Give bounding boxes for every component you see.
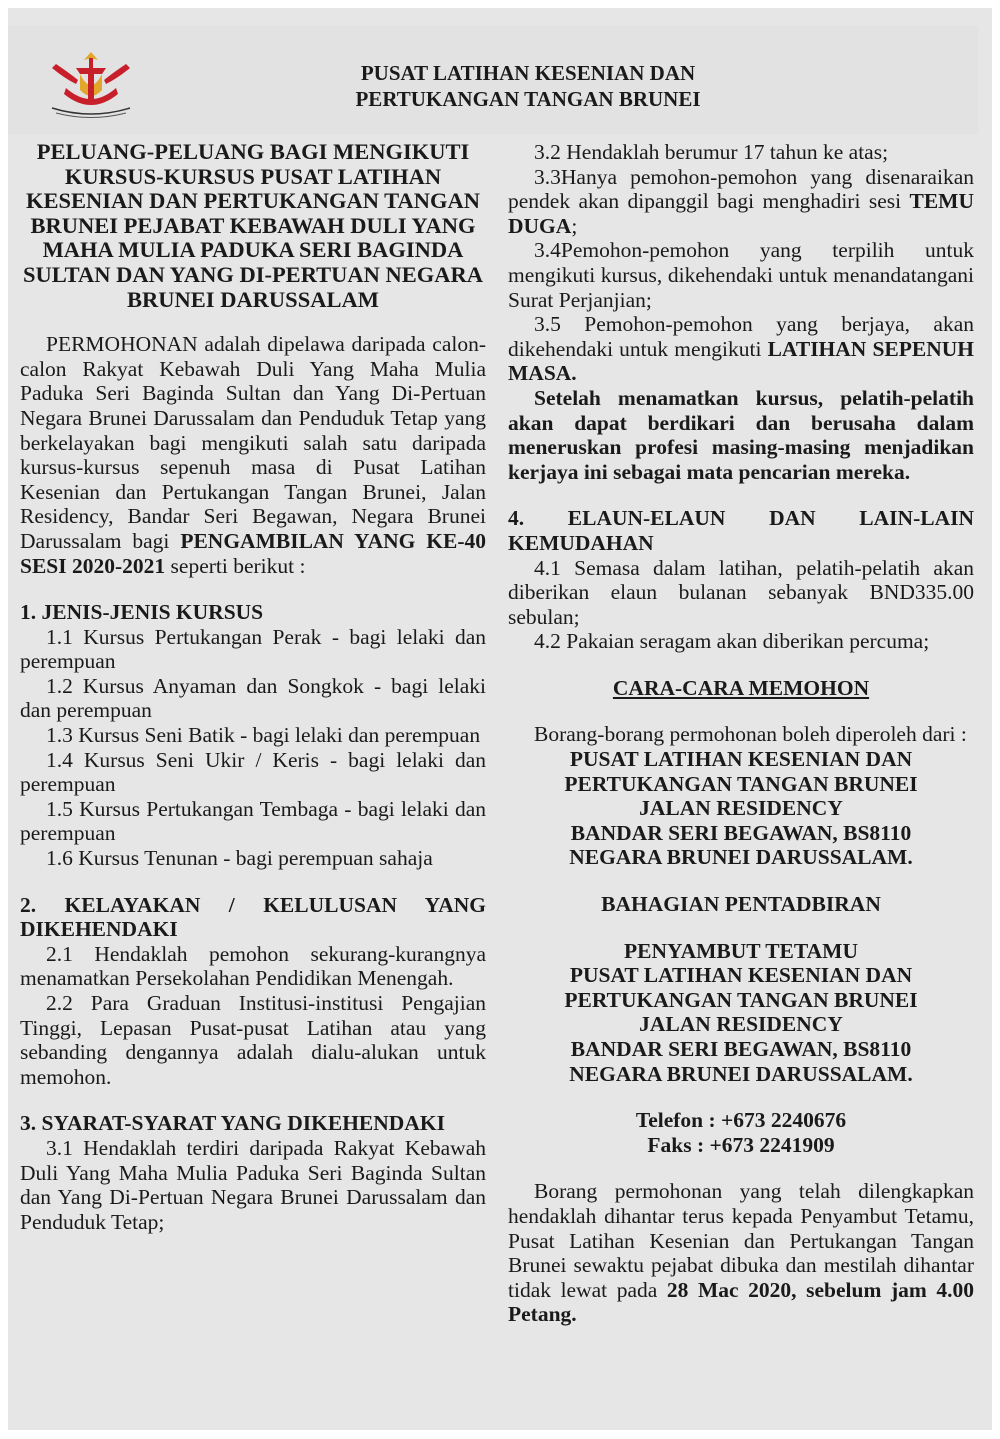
intro-paragraph	[20, 332, 486, 578]
address-line: NEGARA BRUNEI DARUSSALAM.	[569, 1061, 913, 1086]
course-item: 1.4 Kursus Seni Ukir / Keris - bagi lelaki dan perempuan	[20, 747, 486, 797]
address-line: JALAN RESIDENCY	[639, 796, 843, 821]
organisation-title	[278, 60, 778, 112]
requirement-item: 3.4Pemohon-pemohon yang terpilih untuk mengikuti kursus, dikehendaki untuk menandatangani Surat Perjanjian;	[508, 238, 974, 312]
contact-block	[508, 1108, 974, 1157]
section4-title: 4. ELAUN-ELAUN DAN LAIN-LAIN KEMUDAHAN	[508, 506, 974, 555]
address-line: BANDAR SERI BEGAWAN, BS8110	[570, 1037, 912, 1061]
section2-title: 2. KELAYAKAN / KELULUSAN YANG DIKEHENDAKI	[20, 892, 486, 942]
intro-text: PERMOHONAN adalah dipelawa daripada calon-calon Rakyat Kebawah Duli Yang Maha Mulia Paduka Seri Baginda Sultan dan Yang Di-Pertuan Negara Brunei Darussalam dan Penduduk Tetap yang berkelayakan bagi mengikuti salah satu daripada kursus-kursus sepenuh masa di Pusat Latihan Kesenian dan Pertukangan Tangan Brunei, Jalan Residency, Bandar Seri Begawan, Negara Brunei Darussalam bagi	[20, 332, 486, 553]
allowance-item: 4.1 Semasa dalam latihan, pelatih-pelatih akan diberikan elaun bulanan sebanyak BND335.00 sebulan;	[508, 555, 974, 629]
org-title-line1: PUSAT LATIHAN KESENIAN DAN	[360, 61, 696, 85]
requirement-item	[508, 312, 974, 386]
course-item: 1.6 Kursus Tenunan - bagi perempuan sahaja	[46, 846, 433, 871]
division-label: BAHAGIAN PENTADBIRAN	[601, 892, 881, 917]
section3-title: 3. SYARAT-SYARAT YANG DIKEHENDAKI	[20, 1111, 445, 1136]
closing-statement: Setelah menamatkan kursus, pelatih-pelatih akan dapat berdikari dan berusaha dalam meneruskan profesi masing-masing menjadikan kerjaya ini sebagai mata pencarian mereka.	[508, 385, 974, 484]
intro-tail: seperti berikut :	[170, 553, 306, 578]
apply-title: CARA-CARA MEMOHON	[612, 675, 870, 700]
course-item: 1.3 Kursus Seni Batik - bagi lelaki dan perempuan	[46, 723, 481, 748]
allowance-item: 4.2 Pakaian seragam akan diberikan percuma;	[534, 629, 930, 654]
qualification-item: 2.2 Para Graduan Institusi-institusi Pengajian Tinggi, Lepasan Pusat-pusat Latihan atau yang sebanding dengannya adalah dialu-alukan untuk memohon.	[20, 991, 486, 1089]
address-line: BANDAR SERI BEGAWAN, BS8110	[570, 820, 912, 845]
submission-text: Borang permohonan yang telah dilengkapkan hendaklah dihantar terus kepada Penyambut Tetamu, Pusat Latihan Kesenian dan Pertukangan Tangan Brunei sewaktu pejabat dibuka dan mestilah dihantar tidak lewat pada	[508, 1179, 974, 1302]
requirement-item	[508, 165, 974, 239]
submission-note	[508, 1179, 974, 1327]
requirement-3-tail: ;	[571, 213, 578, 238]
requirement-5-bold: LATIHAN SEPENUH MASA.	[508, 336, 974, 386]
address-line: JALAN RESIDENCY	[639, 1012, 843, 1037]
brunei-crest-icon	[46, 50, 136, 122]
submission-deadline: 28 Mac 2020, sebelum jam 4.00 Petang.	[508, 1277, 975, 1327]
fax-number: Faks : +673 2241909	[647, 1132, 835, 1157]
right-column	[508, 140, 974, 1327]
qualification-item: 2.1 Hendaklah pemohon sekurang-kurangnya menamatkan Persekolahan Pendidikan Menengah.	[20, 941, 486, 991]
section1-title: 1. JENIS-JENIS KURSUS	[20, 600, 264, 625]
course-item: 1.2 Kursus Anyaman dan Songkok - bagi lelaki dan perempuan	[20, 673, 486, 723]
address-line: PERTUKANGAN TANGAN BRUNEI	[564, 771, 918, 796]
requirement-5-text: 3.5 Pemohon-pemohon yang berjaya, akan dikehendaki untuk mengikuti	[508, 312, 974, 361]
address-block-2	[508, 939, 974, 1087]
apply-intro: Borang-borang permohonan boleh diperoleh dari :	[534, 722, 967, 747]
left-column	[20, 140, 486, 1234]
requirement-3-bold: TEMU DUGA	[508, 189, 974, 238]
address-line: NEGARA BRUNEI DARUSSALAM.	[569, 845, 913, 870]
advertisement-page	[8, 8, 992, 1430]
requirement-item: 3.1 Hendaklah terdiri daripada Rakyat Kebawah Duli Yang Maha Mulia Paduka Seri Baginda Sultan dan Yang Di-Pertuan Negara Brunei Darussalam dan Penduduk Tetap;	[20, 1135, 486, 1234]
phone-number: Telefon : +673 2240676	[635, 1108, 847, 1133]
course-item: 1.5 Kursus Pertukangan Tembaga - bagi lelaki dan perempuan	[20, 796, 486, 846]
address-line: PENYAMBUT TETAMU	[624, 938, 858, 963]
address-block-1	[508, 747, 974, 870]
requirement-3-text: 3.3Hanya pemohon-pemohon yang disenaraikan pendek akan dipanggil bagi menghadiri sesi	[508, 164, 974, 214]
address-line: PUSAT LATIHAN KESENIAN DAN	[569, 963, 913, 988]
course-item: 1.1 Kursus Pertukangan Perak - bagi lelaki dan perempuan	[20, 624, 486, 674]
main-heading: PELUANG-PELUANG BAGI MENGIKUTI KURSUS-KURSUS PUSAT LATIHAN KESENIAN DAN PERTUKANGAN TANGAN BRUNEI PEJABAT KEBAWAH DULI YANG MAHA MULIA PADUKA SERI BAGINDA SULTAN DAN YANG DI-PERTUAN NEGARA BRUNEI DARUSSALAM	[22, 139, 484, 312]
requirement-item: 3.2 Hendaklah berumur 17 tahun ke atas;	[534, 140, 889, 164]
address-line: PERTUKANGAN TANGAN BRUNEI	[564, 987, 918, 1012]
org-title-line2: PERTUKANGAN TANGAN BRUNEI	[355, 87, 701, 111]
address-line: PUSAT LATIHAN KESENIAN DAN	[569, 747, 913, 772]
intro-intake: PENGAMBILAN YANG KE-40 SESI 2020-2021	[20, 528, 487, 578]
